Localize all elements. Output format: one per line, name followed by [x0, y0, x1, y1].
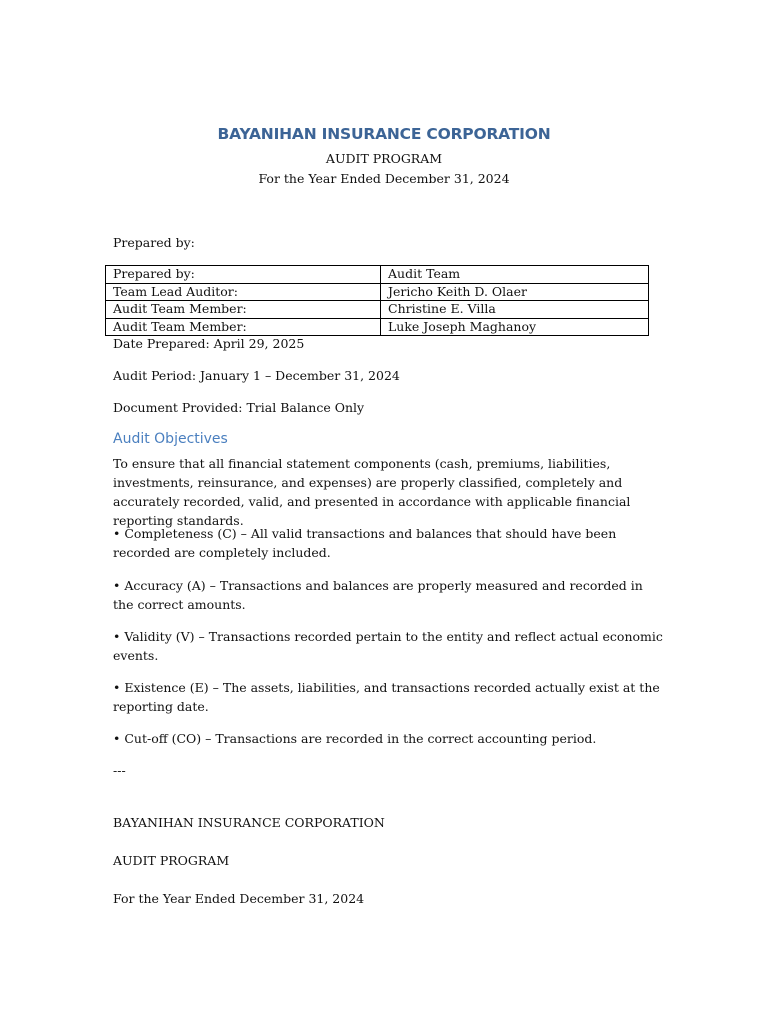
separator: --- — [113, 763, 126, 778]
table-cell: Audit Team — [381, 266, 649, 284]
audit-period: Audit Period: January 1 – December 31, 2024 — [113, 368, 400, 383]
prepared-by-label: Prepared by: — [113, 235, 195, 250]
table-cell: Luke Joseph Maghanoy — [381, 318, 649, 336]
table-cell: Audit Team Member: — [106, 301, 381, 319]
objective-item: • Cut-off (CO) – Transactions are recorded in the correct accounting period. — [113, 731, 597, 746]
company-title: BAYANIHAN INSURANCE CORPORATION — [217, 125, 551, 143]
table-cell: Audit Team Member: — [106, 318, 381, 336]
document-provided: Document Provided: Trial Balance Only — [113, 400, 365, 415]
objective-item: • Accuracy (A) – Transactions and balances are properly measured and recorded in the correct amounts. — [113, 578, 643, 612]
footer-program: AUDIT PROGRAM — [113, 853, 230, 868]
table-cell: Christine E. Villa — [381, 301, 649, 319]
objectives-intro: To ensure that all financial statement components (cash, premiums, liabilities, investments, reinsurance, and expenses) are properly classified, completely and accurately recorded, valid, and presented in accordance with applicable financial reporting standards. — [113, 456, 631, 528]
table-cell: Jericho Keith D. Olaer — [381, 283, 649, 301]
program-subtitle: AUDIT PROGRAM — [325, 151, 443, 166]
table-cell: Prepared by: — [106, 266, 381, 284]
date-prepared: Date Prepared: April 29, 2025 — [113, 336, 305, 351]
table-row — [106, 318, 649, 336]
objectives-heading: Audit Objectives — [113, 431, 228, 447]
table-row — [106, 266, 649, 284]
footer-period: For the Year Ended December 31, 2024 — [113, 891, 365, 906]
audit-team-table — [105, 265, 649, 336]
objective-item: • Validity (V) – Transactions recorded pertain to the entity and reflect actual economic events. — [113, 629, 663, 663]
table-row — [106, 283, 649, 301]
period-subtitle: For the Year Ended December 31, 2024 — [258, 171, 510, 186]
table-row — [106, 301, 649, 319]
table-cell: Team Lead Auditor: — [106, 283, 381, 301]
objective-item: • Completeness (C) – All valid transactions and balances that should have been recorded are completely included. — [113, 526, 617, 560]
footer-company: BAYANIHAN INSURANCE CORPORATION — [113, 815, 385, 830]
objective-item: • Existence (E) – The assets, liabilities, and transactions recorded actually exist at the reporting date. — [113, 680, 660, 714]
